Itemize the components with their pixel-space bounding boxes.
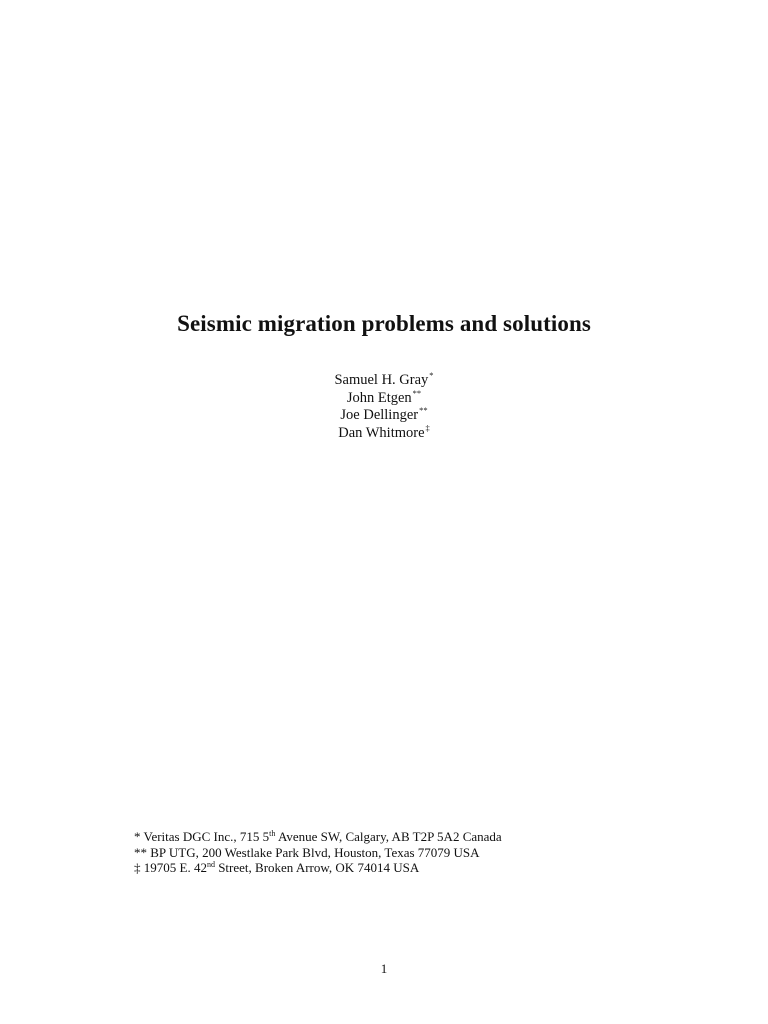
author-mark: * [429,370,434,380]
affiliation-text: Street, Broken Arrow, OK 74014 USA [214,860,420,875]
author-item [0,422,768,443]
author-item [0,387,768,408]
affiliation-text: ** BP UTG, 200 Westlake Park Blvd, Houston, Texas 77079 USA [134,844,480,860]
author-name: John Etgen [346,389,412,406]
affiliation-footnotes [134,829,502,876]
author-item [0,407,768,425]
author-name: Samuel H. Gray [334,372,429,388]
paper-title: Seismic migration problems and solutions [177,311,591,336]
author-list [0,372,768,442]
author-item [0,372,768,390]
author-mark: ** [412,387,422,398]
affiliation-veritas [134,829,502,845]
author-mark: ** [419,405,428,415]
page-number: 1 [380,961,388,976]
affiliation-broken-arrow [134,860,502,876]
ordinal-suffix: th [269,829,276,838]
affiliation-text: Avenue SW, Calgary, AB T2P 5A2 Canada [275,829,502,844]
author-name: Dan Whitmore [338,424,425,441]
affiliation-text: ‡ 19705 E. 42 [134,860,207,875]
affiliation-text: * Veritas DGC Inc., 715 5 [134,829,270,844]
author-name: Joe Dellinger [340,407,419,423]
affiliation-bp [134,845,502,861]
ordinal-suffix: nd [206,860,215,869]
author-mark: ‡ [425,422,430,433]
